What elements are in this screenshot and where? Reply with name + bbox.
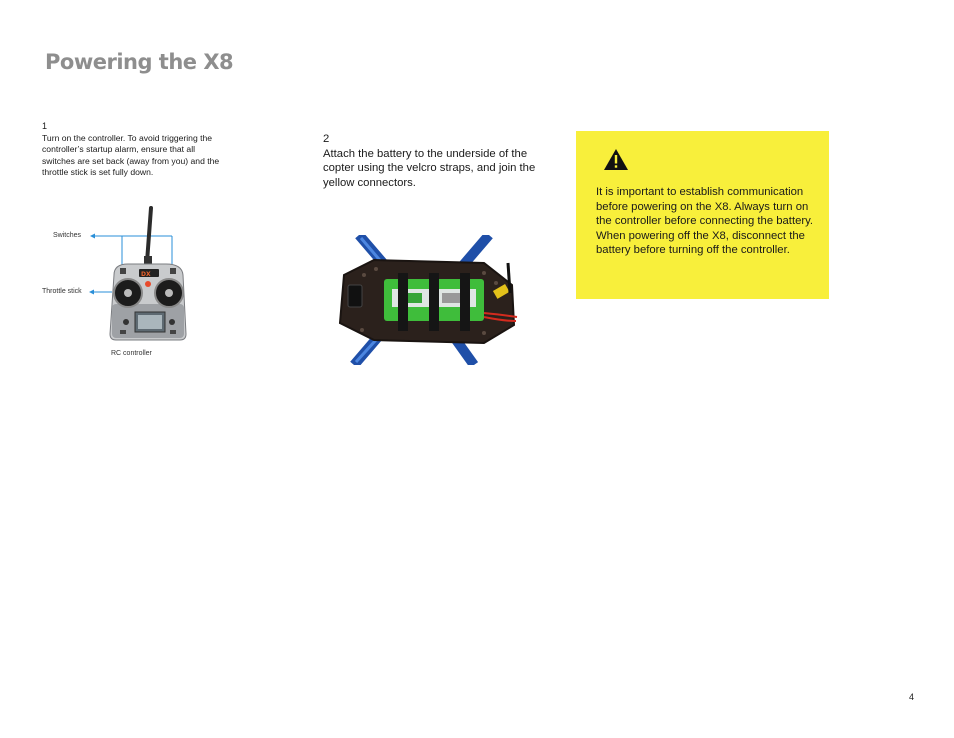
warning-icon	[603, 148, 629, 171]
page-number: 4	[908, 692, 914, 702]
throttle-callout	[89, 290, 112, 295]
warning-box	[576, 131, 829, 299]
copter-underside-image	[334, 235, 524, 365]
step-2	[323, 132, 553, 190]
throttle-stick-label: Throttle stick	[42, 288, 82, 295]
svg-text:DX: DX	[141, 271, 151, 278]
step-1	[42, 121, 222, 179]
step-1-text: Turn on the controller. To avoid triggering the controller’s startup alarm, ensure that all switches are set back (away from you) and the throttle stick is set fully down.	[42, 132, 220, 178]
warning-text: It is important to establish communication before powering on the X8. Always turn on the controller before connecting the battery. When powering off the X8, disconnect the battery before turning off the controller.	[596, 186, 814, 257]
rc-controller-figure	[40, 200, 240, 365]
rc-controller-caption: RC controller	[111, 350, 152, 357]
step-1-number: 1	[42, 121, 48, 131]
step-2-text: Attach the battery to the underside of the copter using the velcro straps, and join the yellow connectors.	[323, 147, 536, 189]
page-title: Powering the X8	[45, 50, 234, 74]
switches-label: Switches	[53, 232, 82, 239]
step-2-number: 2	[323, 133, 330, 145]
rc-controller-image	[40, 200, 240, 350]
